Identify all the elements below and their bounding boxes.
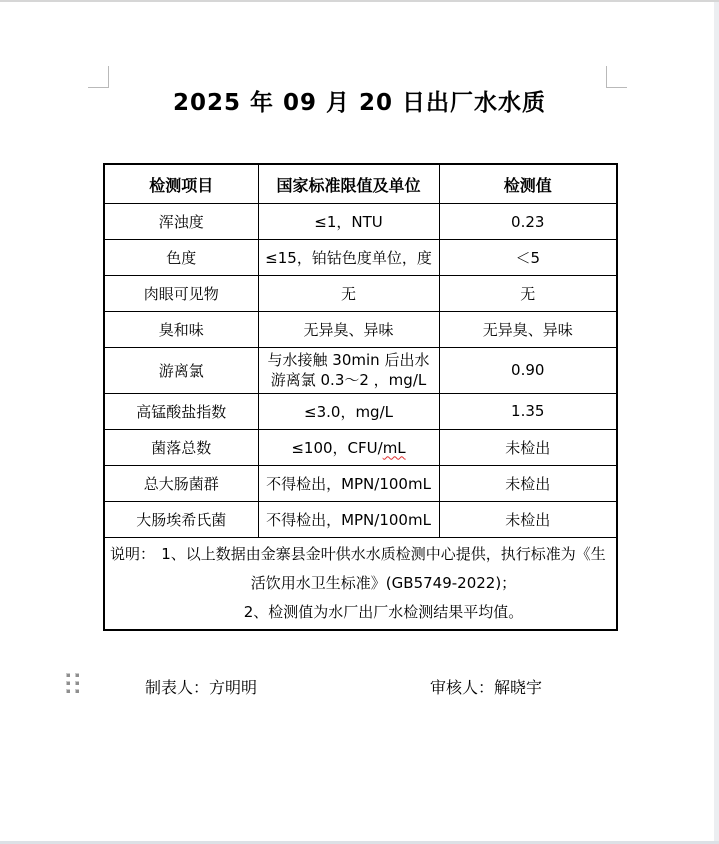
standard-cell: 与水接触 30min 后出水游离氯 0.3～2 ，mg/L — [258, 348, 439, 394]
table-row — [104, 348, 617, 394]
value-cell: 未检出 — [439, 429, 617, 465]
value-cell: 未检出 — [439, 465, 617, 501]
table-row — [104, 240, 617, 276]
value-cell: 无异臭、异味 — [439, 312, 617, 348]
header-item: 检测项目 — [104, 164, 258, 204]
water-quality-table — [103, 163, 618, 631]
note-label: 说明： — [110, 544, 156, 563]
page-edge-top — [0, 0, 719, 2]
item-cell: 臭和味 — [104, 312, 258, 348]
standard-cell: ≤1，NTU — [258, 204, 439, 240]
standard-cell: ≤3.0，mg/L — [258, 393, 439, 429]
value-cell: ＜5 — [439, 240, 617, 276]
item-cell: 游离氯 — [104, 348, 258, 394]
standard-cell: 无 — [258, 276, 439, 312]
preparer-label: 制表人：方明明 — [145, 678, 258, 697]
value-cell: 0.23 — [439, 204, 617, 240]
table-body — [104, 204, 617, 538]
note-cell — [104, 537, 617, 630]
value-cell: 未检出 — [439, 501, 617, 537]
item-cell: 总大肠菌群 — [104, 465, 258, 501]
note-line-1: 1、以上数据由金寨县金叶供水水质检测中心提供，执行标准为《生活饮用水卫生标准》(GB5749-2022)； — [161, 544, 606, 592]
table-row — [104, 204, 617, 240]
standard-cell: ≤15，铂钴色度单位，度 — [258, 240, 439, 276]
table-note-row — [104, 537, 617, 630]
reviewer-label: 审核人：解晓宇 — [430, 678, 543, 697]
item-cell: 大肠埃希氏菌 — [104, 501, 258, 537]
table-row — [104, 276, 617, 312]
table-row — [104, 393, 617, 429]
page-title: 2025 年 09 月 20 日出厂水水质 — [172, 90, 547, 116]
table-row — [104, 429, 617, 465]
header-standard: 国家标准限值及单位 — [258, 164, 439, 204]
value-cell: 0.90 — [439, 348, 617, 394]
table-header-row — [104, 164, 617, 204]
header-value: 检测值 — [439, 164, 617, 204]
standard-cell: 无异臭、异味 — [258, 312, 439, 348]
value-cell: 1.35 — [439, 393, 617, 429]
standard-cell: 不得检出，MPN/100mL — [258, 501, 439, 537]
item-cell: 肉眼可见物 — [104, 276, 258, 312]
item-cell: 菌落总数 — [104, 429, 258, 465]
table-row — [104, 501, 617, 537]
item-cell: 色度 — [104, 240, 258, 276]
standard-cell: 不得检出，MPN/100mL — [258, 465, 439, 501]
item-cell: 高锰酸盐指数 — [104, 393, 258, 429]
note-line-2: 2、检测值为水厂出厂水检测结果平均值。 — [243, 602, 524, 621]
item-cell: 浑浊度 — [104, 204, 258, 240]
standard-cell: ≤100，CFU/mL — [258, 429, 439, 465]
value-cell: 无 — [439, 276, 617, 312]
drag-handle-icon[interactable] — [66, 673, 81, 696]
table-row — [104, 312, 617, 348]
page-edge-right — [714, 2, 719, 844]
table-row — [104, 465, 617, 501]
